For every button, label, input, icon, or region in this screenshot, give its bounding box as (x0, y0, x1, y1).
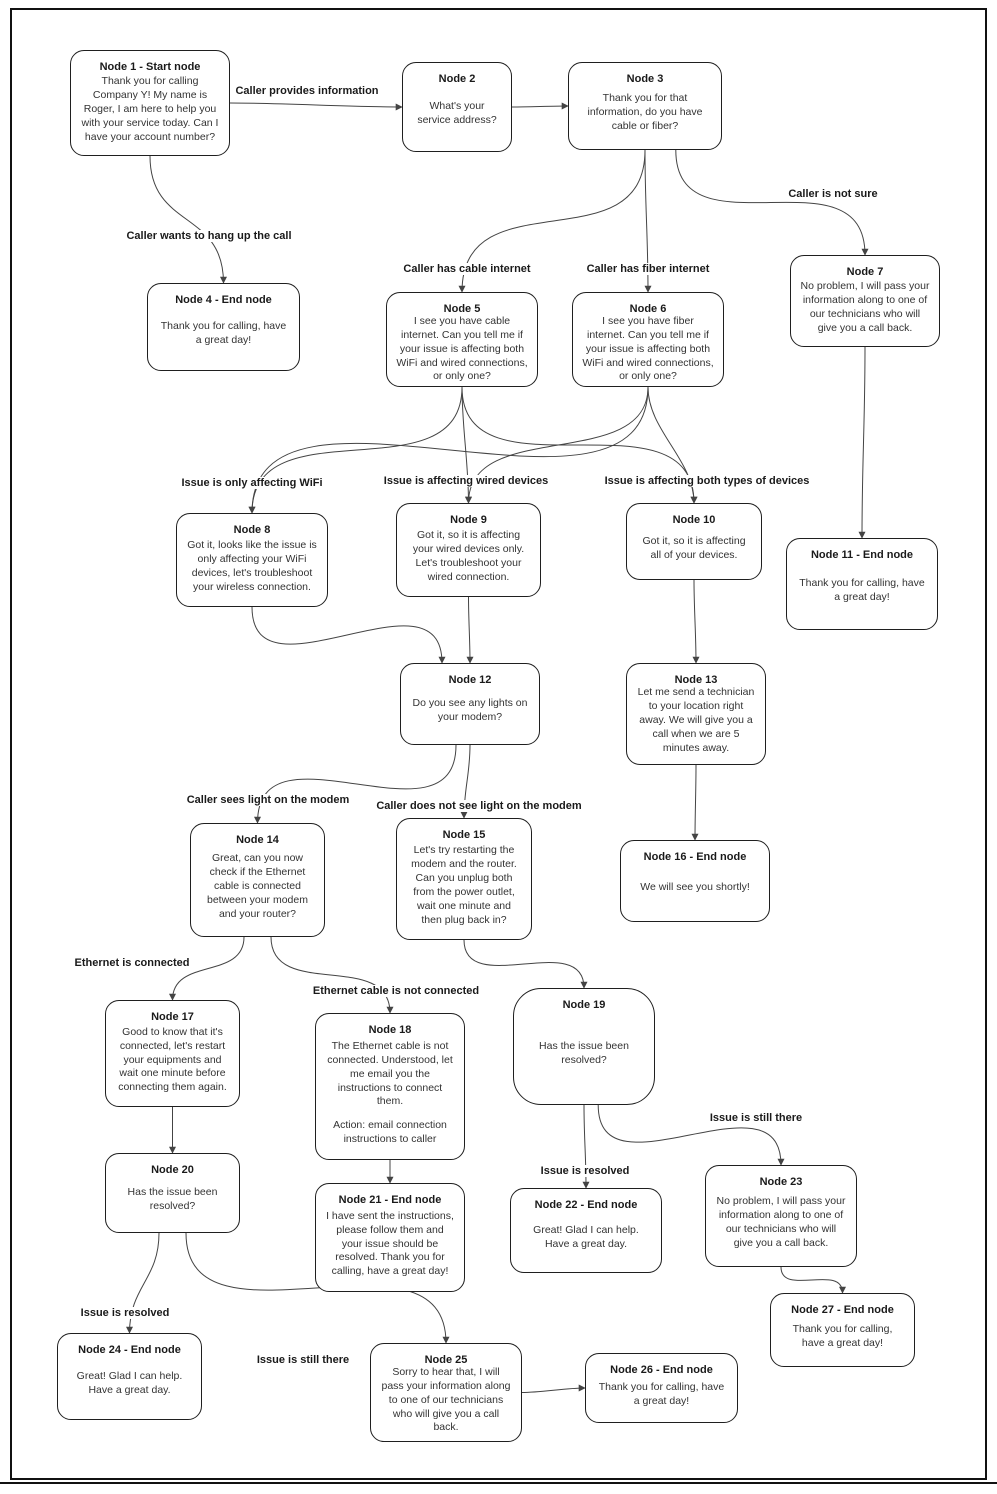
edge-label: Caller has fiber internet (584, 263, 713, 275)
flow-node-20 (105, 1153, 240, 1233)
node-body-paragraph: Do you see any lights on your modem? (412, 697, 528, 723)
node-body-paragraph: I have sent the instructions, please follow them and your issue should be resolved. Thank you for calling, have a great day! (326, 1209, 454, 1278)
node-body (636, 686, 756, 756)
node-body-paragraph: Has the issue been resolved? (127, 1186, 218, 1212)
node-body-paragraph: Got it, so it is affecting your wired devices only. Let's troubleshoot your wired connection. (412, 529, 525, 583)
node-title: Node 4 - End node (175, 294, 272, 306)
node-title: Node 5 (443, 303, 481, 315)
node-body (578, 85, 712, 141)
flow-node-22 (510, 1188, 662, 1273)
node-body-paragraph: We will see you shortly! (640, 881, 750, 894)
edge-label: Issue is still there (254, 1354, 352, 1366)
node-body-paragraph: Got it, looks like the issue is only affecting your WiFi devices, let's troubleshoot your wireless connection. (187, 539, 317, 593)
node-body-paragraph: Great, can you now check if the Ethernet cable is connected between your modem and your router? (207, 852, 308, 920)
node-body (115, 1023, 230, 1098)
node-body (582, 315, 714, 384)
node-body (636, 526, 752, 571)
node-title: Node 9 (450, 514, 487, 526)
node-body (412, 85, 502, 143)
node-body-paragraph: Thank you for calling, have a great day! (598, 1381, 725, 1407)
node-body-paragraph: The Ethernet cable is not connected. Understood, let me email you the instructions to connect them. (327, 1039, 453, 1108)
node-body-paragraph: Got it, so it is affecting all of your devices. (642, 534, 746, 561)
node-title: Node 14 (236, 834, 279, 846)
node-body-paragraph: Thank you for calling, have a great day! (799, 577, 925, 603)
edge-label: Issue is only affecting WiFi (178, 477, 325, 489)
node-body-paragraph: I see you have fiber internet. Can you tell me if your issue is affecting both WiFi and wired connections, or only one? (582, 315, 714, 383)
node-title: Node 18 (368, 1024, 412, 1036)
flow-node-3 (568, 62, 722, 150)
node-body (186, 536, 318, 598)
node-body (406, 526, 531, 588)
node-body (325, 1206, 455, 1283)
edge-label: Caller is not sure (785, 188, 880, 200)
node-title: Node 20 (151, 1164, 194, 1176)
edge-label: Caller provides information (232, 85, 381, 97)
node-title: Node 11 - End node (810, 549, 914, 561)
node-body (157, 306, 290, 362)
node-title: Node 12 (448, 674, 492, 686)
node-title: Node 22 - End node (534, 1199, 638, 1211)
node-body (67, 1356, 192, 1411)
flow-node-9 (396, 503, 541, 597)
edge-label: Issue is affecting both types of devices (602, 475, 813, 487)
node-body (325, 1036, 455, 1151)
node-body-paragraph: No problem, I will pass your information along to one of our technicians who will give you a call back. (716, 1195, 846, 1249)
edge-label: Caller has cable internet (400, 263, 533, 275)
node-title: Node 16 - End node (643, 851, 747, 863)
node-title: Node 23 (759, 1176, 803, 1188)
node-body-paragraph: I see you have cable internet. Can you tell me if your issue is affecting both WiFi and wired connections, or only one? (396, 315, 528, 383)
node-body (115, 1176, 230, 1224)
node-title: Node 2 (438, 73, 476, 85)
node-body (595, 1376, 728, 1414)
node-body-paragraph: What's your service address? (417, 100, 497, 126)
edge-label: Issue is still there (707, 1112, 805, 1124)
node-body-paragraph: Thank you for calling Company Y! My name is Roger, I am here to help you with your service today. Can I have your account number? (81, 75, 219, 143)
flow-node-2 (402, 62, 512, 152)
flow-node-25 (370, 1343, 522, 1442)
node-body (410, 686, 530, 736)
flow-node-7 (790, 255, 940, 347)
edge-label: Issue is resolved (538, 1165, 633, 1177)
flow-node-21 (315, 1183, 465, 1292)
node-title: Node 3 (626, 73, 664, 85)
node-body-paragraph: Action: email connection instructions to caller (333, 1119, 447, 1146)
node-body (523, 1011, 645, 1096)
node-body (380, 1366, 512, 1435)
node-title: Node 19 (562, 999, 606, 1011)
node-body-paragraph: Good to know that it's connected, let's restart your equipments and wait one minute before connecting them again. (118, 1025, 227, 1094)
node-title: Node 25 (424, 1354, 468, 1366)
node-body-paragraph: Let's try restarting the modem and the router. Can you unplug both from the power outlet, wait one minute and then plug back in? (411, 844, 517, 926)
flow-node-16 (620, 840, 770, 922)
node-body-paragraph: Great! Glad I can help. Have a great day. (533, 1223, 639, 1250)
edge-label: Ethernet cable is not connected (310, 985, 482, 997)
flow-node-4 (147, 283, 300, 371)
flow-node-1 (70, 50, 230, 156)
edge-label: Caller wants to hang up the call (123, 230, 294, 242)
node-title: Node 17 (151, 1011, 194, 1023)
flow-node-18 (315, 1013, 465, 1160)
node-body-paragraph: Thank you for calling, have a great day! (160, 320, 287, 346)
node-title: Node 10 (672, 514, 716, 526)
node-title: Node 27 - End node (791, 1304, 894, 1316)
edge-label: Ethernet is connected (72, 957, 193, 969)
flow-node-11 (786, 538, 938, 630)
node-body-paragraph: Has the issue been resolved? (539, 1039, 629, 1066)
flow-node-6 (572, 292, 724, 387)
flow-node-23 (705, 1165, 857, 1267)
flow-node-8 (176, 513, 328, 607)
node-body (396, 315, 528, 384)
flow-node-14 (190, 823, 325, 937)
node-body-paragraph: Thank you for calling, have a great day! (792, 1323, 893, 1349)
flow-node-5 (386, 292, 538, 387)
flow-node-27 (770, 1293, 915, 1367)
node-body-paragraph: No problem, I will pass your information along to one of our technicians who will give you a call back. (800, 280, 930, 334)
node-body-paragraph: Thank you for that information, do you have cable or fiber? (587, 92, 703, 132)
flow-node-15 (396, 818, 532, 940)
flow-node-24 (57, 1333, 202, 1420)
node-body (520, 1211, 652, 1264)
node-title: Node 8 (233, 524, 271, 536)
flow-node-17 (105, 1000, 240, 1107)
node-body (630, 863, 760, 913)
node-title: Node 15 (442, 829, 486, 841)
edge-label: Caller does not see light on the modem (373, 800, 584, 812)
node-title: Node 26 - End node (610, 1364, 713, 1376)
node-body (715, 1188, 847, 1258)
edge-label: Issue is resolved (78, 1307, 173, 1319)
edge-label: Issue is affecting wired devices (381, 475, 551, 487)
edge-label: Caller sees light on the modem (184, 794, 353, 806)
node-body (796, 561, 928, 621)
node-title: Node 21 - End node (338, 1194, 442, 1206)
flow-node-10 (626, 503, 762, 580)
node-title: Node 7 (846, 266, 884, 278)
node-body (780, 1316, 905, 1358)
node-title: Node 13 (674, 674, 718, 686)
node-body (800, 278, 930, 338)
flow-node-26 (585, 1353, 738, 1423)
node-title: Node 1 - Start node (99, 61, 201, 73)
node-body (200, 846, 315, 928)
flow-node-12 (400, 663, 540, 745)
flow-node-13 (626, 663, 766, 765)
bottom-rule (0, 1482, 997, 1484)
node-body (406, 841, 522, 931)
flow-node-19 (513, 988, 655, 1105)
node-body-paragraph: Let me send a technician to your location right away. We will give you a call when we are 5 minutes away. (637, 686, 755, 754)
node-body (80, 73, 220, 147)
node-title: Node 6 (629, 303, 667, 315)
node-body-paragraph: Sorry to hear that, I will pass your information along to one of our technicians who will give you a call back. (381, 1366, 511, 1434)
node-body-paragraph: Great! Glad I can help. Have a great day. (76, 1369, 183, 1396)
node-title: Node 24 - End node (78, 1344, 181, 1356)
